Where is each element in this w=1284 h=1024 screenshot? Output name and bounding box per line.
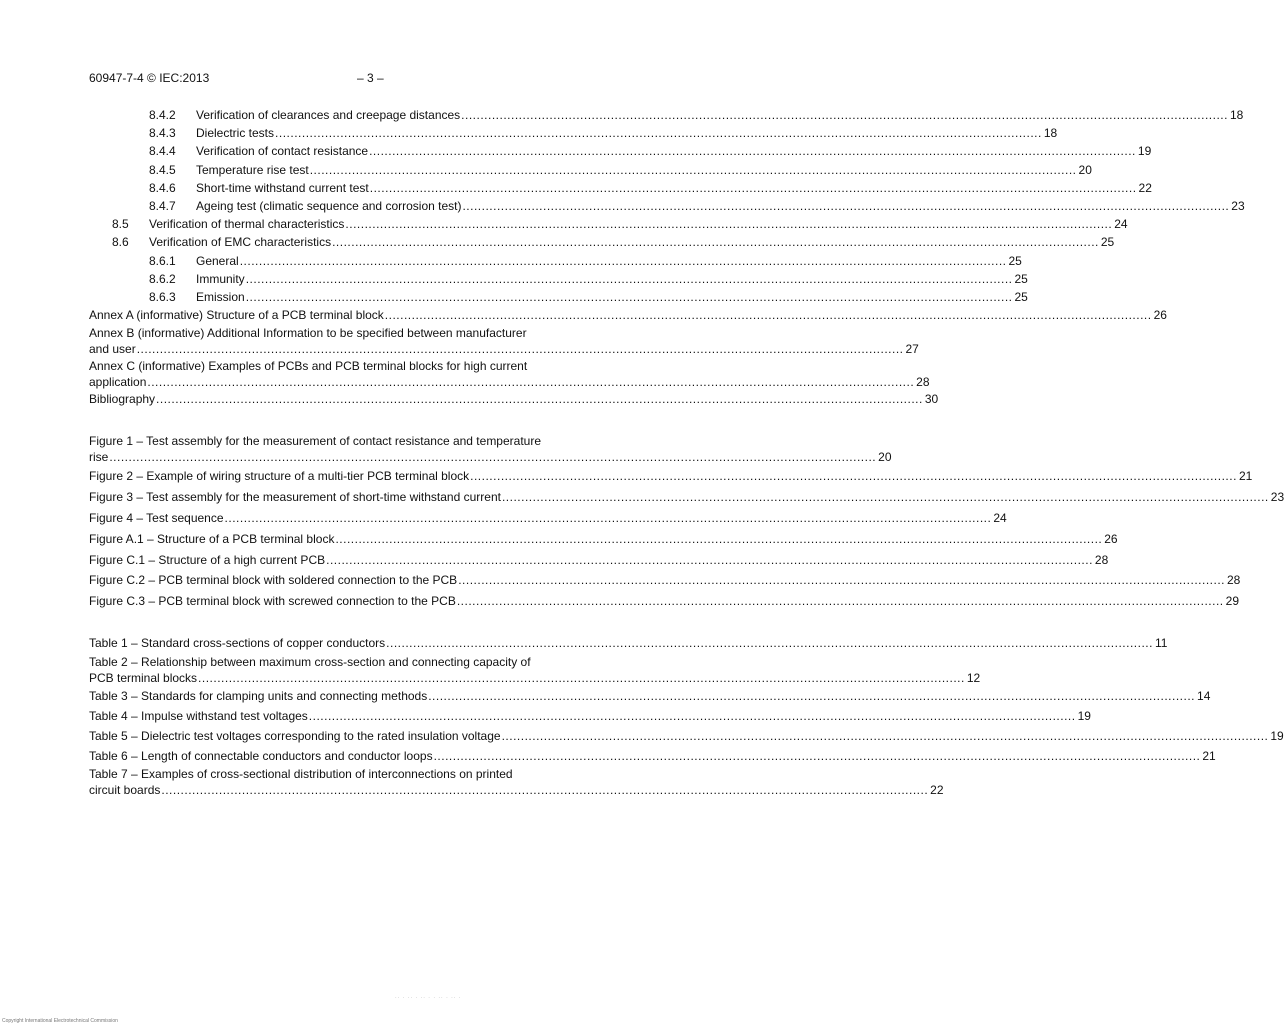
section-number: 8.4.6 <box>149 180 176 195</box>
section-number: 8.4.5 <box>149 162 176 177</box>
section-title: Temperature rise test <box>196 162 309 177</box>
section-number: 8.6.2 <box>149 271 176 286</box>
section-number: 8.4.2 <box>149 108 176 122</box>
page-ref: 21 <box>1202 749 1216 764</box>
section-title: Emission <box>196 289 245 304</box>
toc-entry-table-5[interactable]: Table 5 – Dielectric test voltages corresponding to the rated insulation voltage ........................................................................................................................................................................................................ 19 <box>89 727 657 745</box>
page-ref: 14 <box>1197 688 1211 703</box>
page-ref: 29 <box>1225 594 1239 609</box>
page-ref: 28 <box>916 375 930 390</box>
toc-entry-8-6-3[interactable]: 8.6.3 Emission ........................................................................................................................................................................................................ 25 <box>89 288 657 306</box>
page-ref: 18 <box>1229 108 1244 122</box>
page-ref: 19 <box>1077 708 1091 723</box>
page-ref: 30 <box>924 392 939 407</box>
page-ref: 11 <box>1154 636 1168 651</box>
figure-title: Figure 3 – Test assembly for the measurement of short-time withstand current <box>89 490 501 505</box>
toc-entry-bibliography[interactable]: Bibliography ........................................................................................................................................................................................................ 30 <box>89 390 657 408</box>
section-title: General <box>196 253 239 268</box>
page-ref: 19 <box>1137 144 1152 159</box>
toc-entry-table-7[interactable]: Table 7 – Examples of cross-sectional distribution of interconnections on printed circuit boards ........................................................................................................................................................................................................ 22 <box>89 767 944 798</box>
page-ref: 27 <box>905 342 919 357</box>
page-ref: 24 <box>1114 217 1128 232</box>
page-ref: 25 <box>1014 271 1028 286</box>
page-ref: 22 <box>930 783 944 798</box>
annex-title-continued: application <box>89 375 147 390</box>
section-title: Ageing test (climatic sequence and corrosion test) <box>196 198 462 213</box>
section-title: Immunity <box>196 271 245 286</box>
table-title: Table 3 – Standards for clamping units and connecting methods <box>89 688 428 703</box>
toc-entry-figure-c3[interactable]: Figure C.3 – PCB terminal block with screwed connection to the PCB ........................................................................................................................................................................................................ 29 <box>89 592 657 610</box>
toc-entry-figure-2[interactable]: Figure 2 – Example of wiring structure of a multi-tier PCB terminal block ........................................................................................................................................................................................................ 21 <box>89 467 657 485</box>
toc-entry-8-6-1[interactable]: 8.6.1 General ........................................................................................................................................................................................................ 25 <box>89 252 657 270</box>
annex-title-continued: and user <box>89 342 136 357</box>
toc-entry-table-3[interactable]: Table 3 – Standards for clamping units and connecting methods ........................................................................................................................................................................................................ 14 <box>89 687 657 705</box>
toc-entry-8-4-3[interactable]: 8.4.3 Dielectric tests ........................................................................................................................................................................................................ 18 <box>89 124 657 142</box>
annex-title: Annex B (informative) Additional Information to be specified between manufacturer <box>89 326 527 341</box>
toc-entry-annex-c[interactable]: Annex C (informative) Examples of PCBs and PCB terminal blocks for high current application ........................................................................................................................................................................................................ 28 <box>89 359 930 390</box>
figure-title: Figure 2 – Example of wiring structure of a multi-tier PCB terminal block <box>89 469 470 484</box>
toc-entry-annex-a[interactable]: Annex A (informative) Structure of a PCB terminal block ........................................................................................................................................................................................................ 26 <box>89 306 657 324</box>
page-ref: 25 <box>1100 235 1115 250</box>
page-ref: 20 <box>878 450 892 465</box>
section-number: 8.6.1 <box>149 253 176 268</box>
bibliography-title: Bibliography <box>89 392 156 407</box>
toc-entry-8-4-2[interactable]: 8.4.2 Verification of clearances and creepage distances ........................................................................................................................................................................................................ 18 <box>89 106 657 124</box>
toc-entry-8-5[interactable]: 8.5 Verification of thermal characteristics ........................................................................................................................................................................................................ 24 <box>89 215 657 233</box>
section-number: 8.6.3 <box>149 289 176 304</box>
copyright-notice: Copyright International Electrotechnical Commission <box>2 1018 118 1024</box>
page-number: – 3 – <box>357 71 384 85</box>
figure-title-continued: rise <box>89 450 109 465</box>
figure-title: Figure C.2 – PCB terminal block with soldered connection to the PCB <box>89 573 458 588</box>
page-ref: 20 <box>1078 162 1092 177</box>
page-ref: 23 <box>1231 198 1245 213</box>
page-ref: 22 <box>1138 180 1152 195</box>
toc-entry-table-1[interactable]: Table 1 – Standard cross-sections of copper conductors ........................................................................................................................................................................................................ 11 <box>89 634 657 652</box>
toc-entry-table-2[interactable]: Table 2 – Relationship between maximum cross-section and connecting capacity of PCB terminal blocks ........................................................................................................................................................................................................ 12 <box>89 654 981 685</box>
table-of-contents <box>89 106 1284 798</box>
toc-entry-8-6[interactable]: 8.6 Verification of EMC characteristics ........................................................................................................................................................................................................ 25 <box>89 233 657 251</box>
section-title: Verification of EMC characteristics <box>149 235 332 250</box>
toc-entry-8-4-7[interactable]: 8.4.7 Ageing test (climatic sequence and corrosion test) ........................................................................................................................................................................................................ 23 <box>89 197 657 215</box>
figure-title: Figure C.1 – Structure of a high current PCB <box>89 552 326 567</box>
figure-title: Figure C.3 – PCB terminal block with screwed connection to the PCB <box>89 594 456 609</box>
toc-entry-figure-1[interactable]: Figure 1 – Test assembly for the measurement of contact resistance and temperature rise ........................................................................................................................................................................................................ 20 <box>89 434 892 465</box>
page-ref: 26 <box>1153 308 1167 323</box>
page-ref: 19 <box>1270 728 1284 743</box>
page-ref: 26 <box>1104 531 1118 546</box>
page-ref: 25 <box>1008 253 1022 268</box>
page-ref: 25 <box>1014 289 1028 304</box>
section-title: Dielectric tests <box>196 126 275 141</box>
annex-title: Annex A (informative) Structure of a PCB terminal block <box>89 308 384 323</box>
figure-title: Figure 4 – Test sequence <box>89 511 224 525</box>
section-title: Short-time withstand current test <box>196 180 369 195</box>
page-ref: 12 <box>966 670 981 685</box>
section-number: 8.5 <box>112 217 129 232</box>
toc-entry-8-4-6[interactable]: 8.4.6 Short-time withstand current test ........................................................................................................................................................................................................ 22 <box>89 179 657 197</box>
page-ref: 23 <box>1270 490 1284 505</box>
table-title: Table 5 – Dielectric test voltages corresponding to the rated insulation voltage <box>89 728 501 743</box>
table-title: Table 6 – Length of connectable conductors and conductor loops <box>89 749 433 764</box>
table-title: Table 7 – Examples of cross-sectional distribution of interconnections on printed <box>89 767 513 782</box>
figure-title: Figure A.1 – Structure of a PCB terminal block <box>89 531 335 546</box>
section-title: Verification of clearances and creepage distances <box>196 108 461 122</box>
section-number: 8.4.7 <box>149 198 176 213</box>
toc-entry-8-6-2[interactable]: 8.6.2 Immunity ........................................................................................................................................................................................................ 25 <box>89 270 657 288</box>
section-number: 8.4.4 <box>149 144 176 159</box>
table-title-continued: PCB terminal blocks <box>89 670 198 685</box>
page-ref: 28 <box>1226 573 1241 588</box>
toc-entry-table-6[interactable]: Table 6 – Length of connectable conductors and conductor loops ........................................................................................................................................................................................................ 21 <box>89 747 657 765</box>
scan-mark: ·· · ·· · ·· · · ·· · ·· · <box>395 995 462 1001</box>
page-header <box>89 71 657 87</box>
document-id: 60947-7-4 © IEC:2013 <box>89 71 210 85</box>
section-number: 8.6 <box>112 235 129 250</box>
section-title: Verification of thermal characteristics <box>149 217 345 232</box>
toc-entry-figure-c2[interactable]: Figure C.2 – PCB terminal block with soldered connection to the PCB ........................................................................................................................................................................................................ 28 <box>89 571 657 589</box>
toc-entry-figure-c1[interactable]: Figure C.1 – Structure of a high current PCB ........................................................................................................................................................................................................ 28 <box>89 551 657 569</box>
toc-entry-annex-b[interactable]: Annex B (informative) Additional Information to be specified between manufacturer and user ........................................................................................................................................................................................................ 27 <box>89 326 919 357</box>
table-title: Table 2 – Relationship between maximum cross-section and connecting capacity of <box>89 654 531 669</box>
section-title: Verification of contact resistance <box>196 144 369 159</box>
table-title-continued: circuit boards <box>89 783 161 798</box>
toc-entry-8-4-4[interactable]: 8.4.4 Verification of contact resistance ........................................................................................................................................................................................................ 19 <box>89 142 657 160</box>
toc-entry-table-4[interactable]: Table 4 – Impulse withstand test voltages ........................................................................................................................................................................................................ 19 <box>89 707 657 725</box>
page-ref: 28 <box>1094 552 1109 567</box>
toc-entry-figure-3[interactable]: Figure 3 – Test assembly for the measurement of short-time withstand current ........................................................................................................................................................................................................ 23 <box>89 488 657 506</box>
annex-title: Annex C (informative) Examples of PCBs and PCB terminal blocks for high current <box>89 359 528 374</box>
page-ref: 21 <box>1238 469 1253 484</box>
section-number: 8.4.3 <box>149 126 176 141</box>
page-ref: 18 <box>1043 126 1058 141</box>
table-title: Table 1 – Standard cross-sections of copper conductors <box>89 636 386 651</box>
toc-entry-figure-4[interactable]: Figure 4 – Test sequence ........................................................................................................................................................................................................ 24 <box>89 509 657 527</box>
figure-title: Figure 1 – Test assembly for the measurement of contact resistance and temperature <box>89 434 542 449</box>
toc-entry-8-4-5[interactable]: 8.4.5 Temperature rise test ........................................................................................................................................................................................................ 20 <box>89 161 657 179</box>
page-ref: 24 <box>993 511 1007 525</box>
table-title: Table 4 – Impulse withstand test voltages <box>89 708 308 723</box>
toc-entry-figure-a1[interactable]: Figure A.1 – Structure of a PCB terminal block ........................................................................................................................................................................................................ 26 <box>89 530 657 548</box>
